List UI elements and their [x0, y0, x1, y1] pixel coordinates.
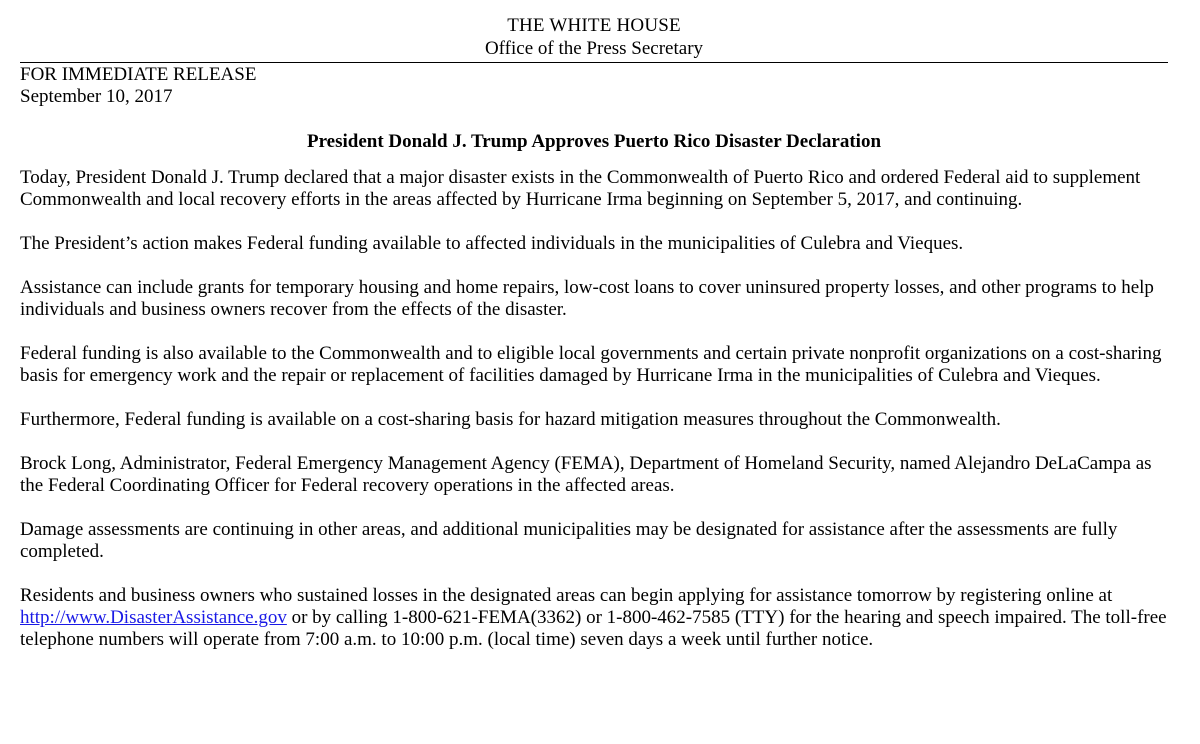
release-date: September 10, 2017	[20, 86, 173, 107]
body-paragraph-hazard-mitigation: Furthermore, Federal funding is available on a cost-sharing basis for hazard mitigation measures throughout the Commonwealth.	[20, 409, 1001, 430]
body-paragraph-funding-individuals: The President’s action makes Federal funding available to affected individuals in the municipalities of Culebra and Vieques.	[20, 233, 964, 254]
release-line: FOR IMMEDIATE RELEASE	[20, 64, 257, 85]
disaster-assistance-link[interactable]: http://www.DisasterAssistance.gov	[20, 607, 287, 628]
body-paragraph-coordinating-officer: Brock Long, Administrator, Federal Emergency Management Agency (FEMA), Department of Homeland Security, named Alejandro DeLaCampa as the Federal Coordinating Officer for Federal recovery operations in the affected areas.	[20, 453, 1152, 496]
body-paragraph-damage-assessments: Damage assessments are continuing in other areas, and additional municipalities may be designated for assistance after the assessments are fully completed.	[20, 519, 1118, 562]
apply-text-after-link: or by calling 1-800-621-FEMA(3362) or 1-800-462-7585 (TTY) for the hearing and speech impaired. The toll-free telephone numbers will operate from 7:00 a.m. to 10:00 p.m. (local time) seven days a week until further notice.	[20, 607, 1167, 650]
masthead	[20, 14, 1168, 60]
apply-text-before-link: Residents and business owners who sustained losses in the designated areas can begin applying for assistance tomorrow by registering online at	[20, 585, 1113, 606]
header-divider	[20, 62, 1168, 63]
body-paragraph-how-to-apply	[20, 585, 1168, 651]
masthead-org: THE WHITE HOUSE	[507, 15, 681, 36]
body-paragraph-assistance: Assistance can include grants for temporary housing and home repairs, low-cost loans to cover uninsured property losses, and other programs to help individuals and business owners recover from the effects of the disaster.	[20, 277, 1154, 320]
body-paragraph-public-assistance: Federal funding is also available to the Commonwealth and to eligible local governments and certain private nonprofit organizations on a cost-sharing basis for emergency work and the repair or replacement of facilities damaged by Hurricane Irma in the municipalities of Culebra and Vieques.	[20, 343, 1162, 386]
masthead-office: Office of the Press Secretary	[484, 38, 704, 59]
press-release-title: President Donald J. Trump Approves Puerto Rico Disaster Declaration	[306, 131, 882, 152]
body-paragraph-declaration: Today, President Donald J. Trump declared that a major disaster exists in the Commonwealth of Puerto Rico and ordered Federal aid to supplement Commonwealth and local recovery efforts in the areas affected by Hurricane Irma beginning on September 5, 2017, and continuing.	[20, 167, 1141, 210]
release-info	[20, 64, 1168, 108]
press-release-body	[20, 167, 1168, 651]
press-release-page	[20, 14, 1168, 651]
